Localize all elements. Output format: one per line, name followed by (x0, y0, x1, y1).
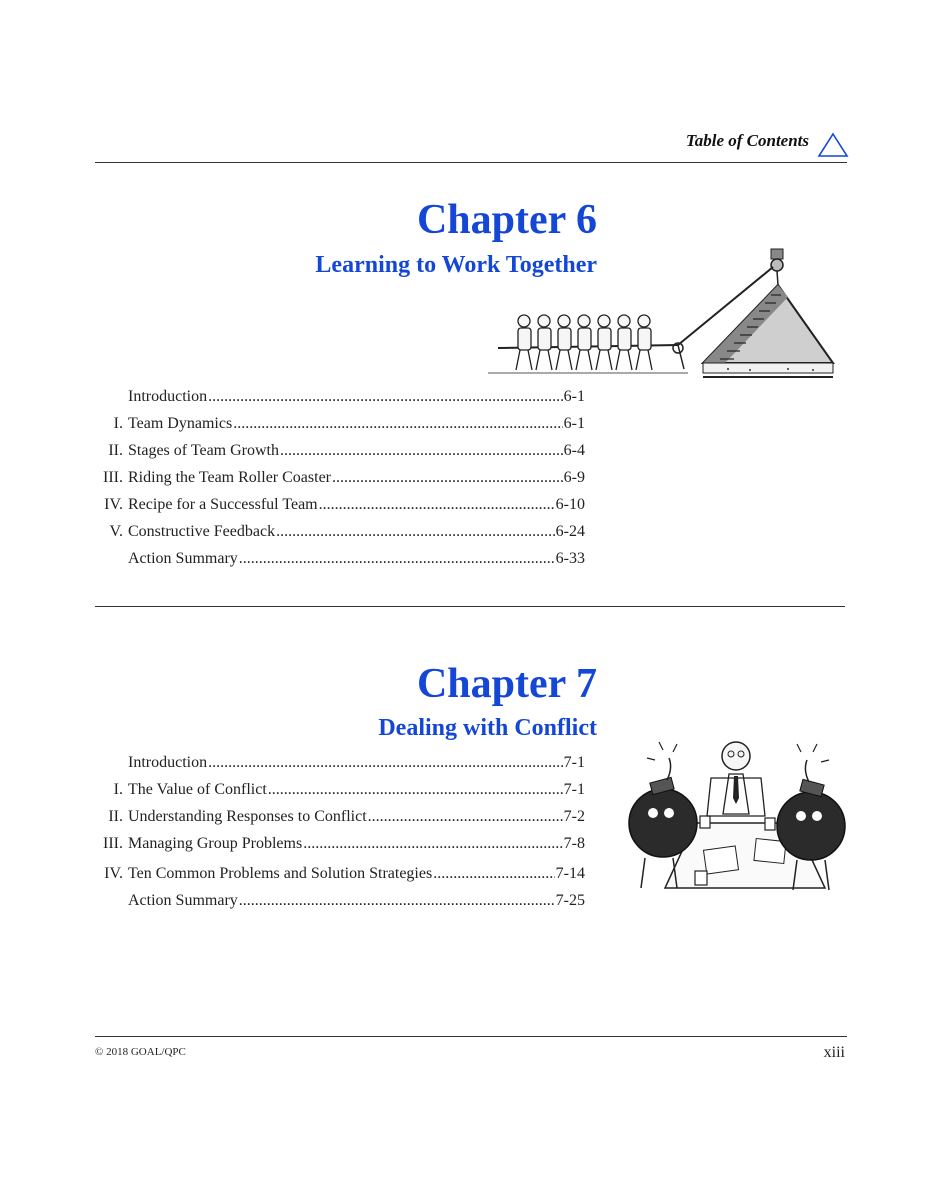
meeting-bombs-illustration (625, 728, 847, 903)
toc-entry-number: II. (108, 442, 123, 459)
section-divider (95, 606, 845, 607)
running-header-title: Table of Contents (685, 131, 809, 150)
tug-of-war-pyramid-illustration (488, 245, 840, 390)
toc-entry-title: Introduction (128, 388, 208, 405)
toc-entry-number: V. (109, 523, 123, 540)
toc-entry[interactable] (95, 442, 585, 462)
toc-entry-page: 7-1 (563, 781, 585, 798)
toc-entry-number: III. (103, 835, 123, 852)
toc-entry-title: Action Summary (128, 892, 238, 909)
triangle-outline-icon (817, 131, 849, 164)
header-rule (95, 162, 847, 163)
toc-leader-dots (433, 865, 554, 883)
toc-leader-dots (319, 496, 555, 514)
footer-copyright: © 2018 GOAL/QPC (95, 1046, 186, 1058)
toc-entry-number: IV. (104, 496, 123, 513)
toc-entry-page: 7-8 (563, 835, 585, 852)
toc-entry-title: Action Summary (128, 550, 238, 567)
toc-entry-title: Team Dynamics (128, 415, 233, 432)
toc-entry-page: 7-25 (555, 892, 585, 909)
toc-entry[interactable] (95, 865, 585, 885)
toc-entry[interactable] (95, 781, 585, 801)
toc-leader-dots (368, 808, 563, 826)
toc-entry-page: 7-2 (563, 808, 585, 825)
toc-entry-page: 6-33 (555, 550, 585, 567)
chapter-7-subtitle: Dealing with Conflict (378, 715, 597, 741)
toc-entry-title: Riding the Team Roller Coaster (128, 469, 331, 486)
toc-entry-page: 6-10 (555, 496, 585, 513)
toc-entry-title: Ten Common Problems and Solution Strategies (128, 865, 433, 882)
toc-entry[interactable] (95, 388, 585, 408)
toc-leader-dots (208, 388, 563, 406)
toc-leader-dots (268, 781, 563, 799)
toc-entry-number: I. (113, 415, 123, 432)
toc-leader-dots (233, 415, 562, 433)
toc-entry-page: 6-1 (563, 388, 585, 405)
toc-entry[interactable] (95, 550, 585, 570)
toc-entry[interactable] (95, 415, 585, 435)
toc-entry-number: II. (108, 808, 123, 825)
toc-entry[interactable] (95, 469, 585, 489)
chapter-6-heading: Chapter 6 (416, 197, 597, 243)
toc-entry-page: 7-1 (563, 754, 585, 771)
toc-leader-dots (280, 442, 563, 460)
toc-entry[interactable] (95, 835, 585, 855)
toc-entry[interactable] (95, 754, 585, 774)
toc-entry-page: 6-4 (563, 442, 585, 459)
toc-leader-dots (303, 835, 562, 853)
toc-entry-title: Recipe for a Successful Team (128, 496, 318, 513)
toc-entry-title: The Value of Conflict (128, 781, 267, 798)
toc-entry-title: Constructive Feedback (128, 523, 276, 540)
toc-entry-title: Managing Group Problems (128, 835, 303, 852)
toc-entry-page: 7-14 (555, 865, 585, 882)
toc-entry-number: IV. (104, 865, 123, 882)
toc-entry[interactable] (95, 892, 585, 912)
toc-entry-title: Introduction (128, 754, 208, 771)
footer-rule (95, 1036, 847, 1037)
toc-entry-page: 6-1 (563, 415, 585, 432)
chapter-7-heading: Chapter 7 (416, 661, 597, 707)
toc-leader-dots (276, 523, 555, 541)
toc-entry[interactable] (95, 523, 585, 543)
chapter-6-subtitle: Learning to Work Together (315, 252, 597, 278)
toc-entry-page: 6-9 (563, 469, 585, 486)
footer-page-number: xiii (823, 1044, 845, 1061)
toc-entry-number: III. (103, 469, 123, 486)
toc-entry-title: Stages of Team Growth (128, 442, 279, 459)
toc-entry-page: 6-24 (555, 523, 585, 540)
toc-entry-title: Understanding Responses to Conflict (128, 808, 367, 825)
toc-entry-number: I. (113, 781, 123, 798)
toc-leader-dots (239, 550, 555, 568)
toc-leader-dots (208, 754, 563, 772)
toc-entry[interactable] (95, 496, 585, 516)
toc-leader-dots (332, 469, 563, 487)
toc-leader-dots (239, 892, 555, 910)
toc-entry[interactable] (95, 808, 585, 828)
